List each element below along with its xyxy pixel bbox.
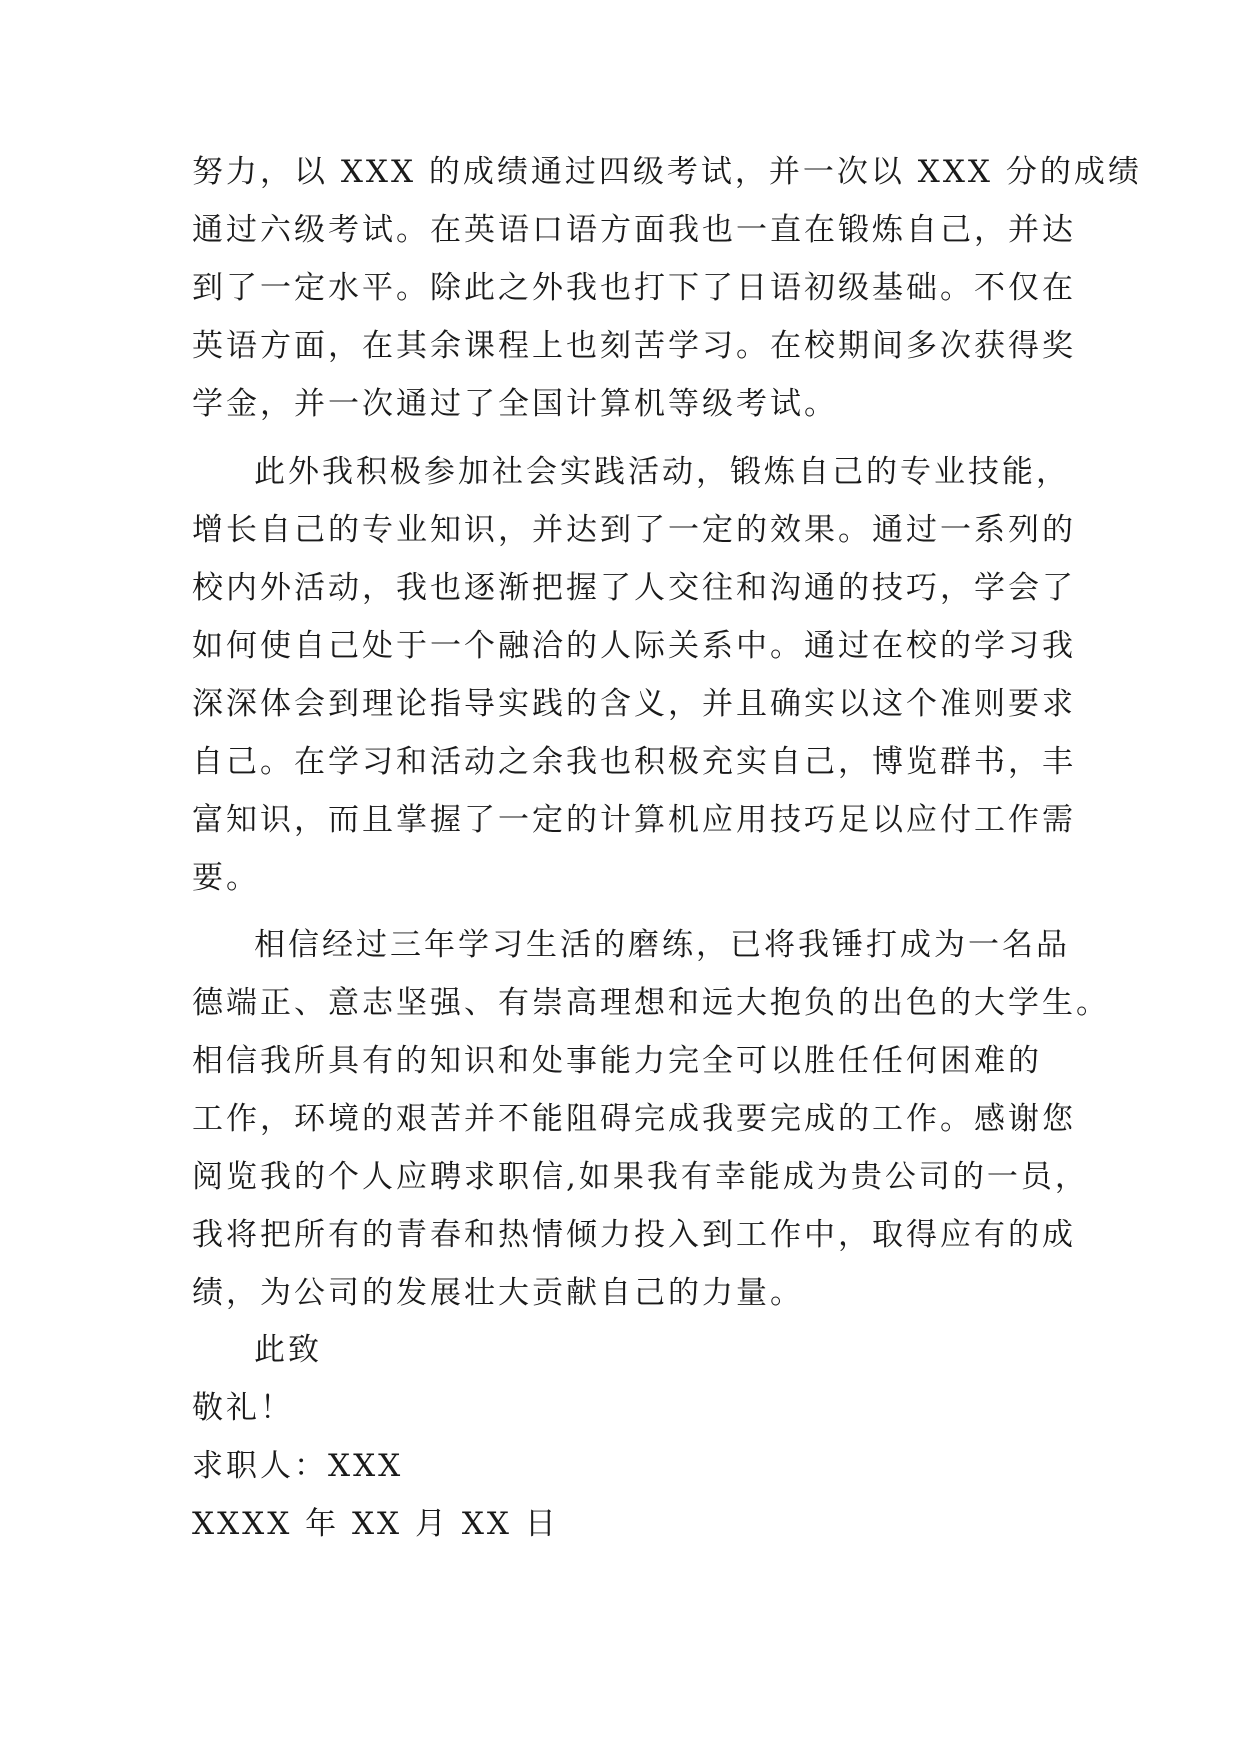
text-line: 相信我所具有的知识和处事能力完全可以胜任任何困难的 [192,1043,1042,1079]
text-line: 努力，以 XXX 的成绩通过四级考试，并一次以 XXX 分的成绩 [192,154,1142,190]
text-line: 英语方面，在其余课程上也刻苦学习。在校期间多次获得奖 [192,328,1076,364]
text-line: 要。 [192,860,260,896]
text-line: 富知识，而且掌握了一定的计算机应用技巧足以应付工作需 [192,802,1076,838]
text-line: 我将把所有的青春和热情倾力投入到工作中，取得应有的成 [192,1217,1076,1253]
text-line: 德端正、意志坚强、有崇高理想和远大抱负的出色的大学生。 [192,985,1110,1021]
paragraph-start-line: 此外我积极参加社会实践活动，锻炼自己的专业技能， [254,454,1070,490]
text-line: 自己。在学习和活动之余我也积极充实自己，博览群书，丰 [192,744,1076,780]
text-line: 阅览我的个人应聘求职信,如果我有幸能成为贵公司的一员， [192,1159,1089,1195]
text-line: 学金，并一次通过了全国计算机等级考试。 [192,386,838,422]
closing-regards: 敬礼！ [192,1390,294,1426]
closing-salutation: 此致 [254,1332,322,1368]
text-line: 深深体会到理论指导实践的含义，并且确实以这个准则要求 [192,686,1076,722]
text-line: 如何使自己处于一个融洽的人际关系中。通过在校的学习我 [192,628,1076,664]
text-line: 绩，为公司的发展壮大贡献自己的力量。 [192,1275,804,1311]
text-line: 到了一定水平。除此之外我也打下了日语初级基础。不仅在 [192,270,1076,306]
text-line: 增长自己的专业知识，并达到了一定的效果。通过一系列的 [192,512,1076,548]
text-line: 通过六级考试。在英语口语方面我也一直在锻炼自己，并达 [192,212,1076,248]
paragraph-start-line: 相信经过三年学习生活的磨练，已将我锤打成为一名品 [254,927,1070,963]
applicant-name: 求职人：XXX [192,1448,404,1484]
letter-date: XXXX 年 XX 月 XX 日 [192,1506,559,1542]
text-line: 工作，环境的艰苦并不能阻碍完成我要完成的工作。感谢您 [192,1101,1076,1137]
text-line: 校内外活动，我也逐渐把握了人交往和沟通的技巧，学会了 [192,570,1076,606]
